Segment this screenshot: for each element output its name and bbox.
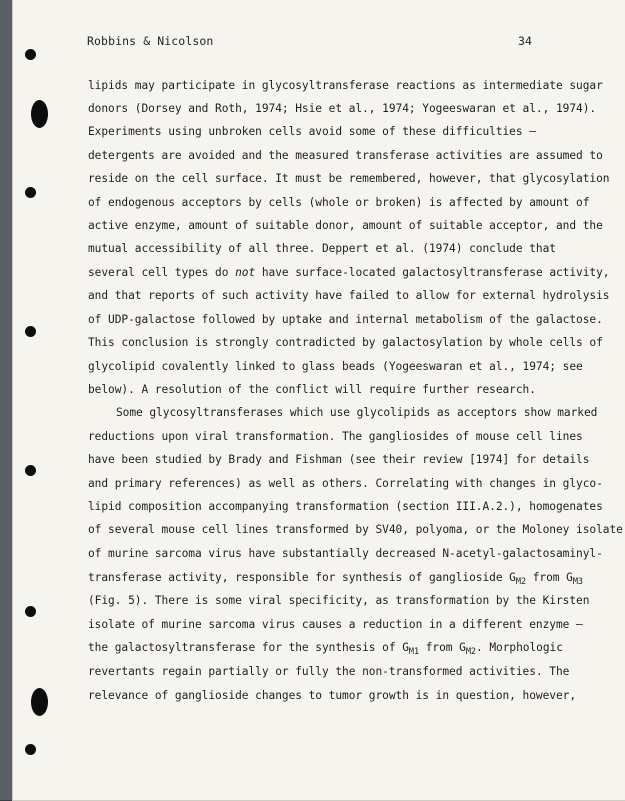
text-segment: transferase activity, responsible for synthesis of ganglioside G	[88, 571, 516, 584]
text-line: revertants regain partially or fully the non-transformed activities. The	[88, 665, 570, 678]
binder-hole-large	[31, 688, 48, 716]
page-header	[87, 34, 532, 48]
binder-hole-large	[31, 100, 48, 128]
text-line: and primary references) as well as others. Correlating with changes in glyco-	[88, 477, 603, 490]
text-line: relevance of ganglioside changes to tumor growth is in question, however,	[88, 689, 577, 702]
text-line: of murine sarcoma virus have substantially decreased N-acetyl-galactosaminyl-	[88, 547, 603, 560]
binder-hole	[25, 49, 36, 60]
text-line: of UDP-galactose followed by uptake and internal metabolism of the galactose.	[88, 313, 603, 326]
text-line: lipid composition accompanying transformation (section III.A.2.), homogenates	[88, 500, 603, 513]
subscript: M2	[465, 647, 476, 657]
page-number: 34	[517, 34, 532, 48]
text-line: glycolipid covalently linked to glass beads (Yogeeswaran et al., 1974; see	[88, 360, 583, 373]
text-line: Experiments using unbroken cells avoid some of these difficulties —	[88, 125, 536, 138]
text-segment: from G	[526, 571, 573, 584]
text-line: This conclusion is strongly contradicted by galactosylation by whole cells of	[88, 336, 603, 349]
text-line: of several mouse cell lines transformed by SV40, polyoma, or the Moloney isolate	[88, 523, 623, 536]
emphasis-not: not	[235, 266, 256, 279]
text-line: of endogenous acceptors by cells (whole or broken) is affected by amount of	[88, 196, 590, 209]
text-line: isolate of murine sarcoma virus causes a reduction in a different enzyme —	[88, 618, 583, 631]
text-line: mutual accessibility of all three. Deppert et al. (1974) conclude that	[88, 242, 556, 255]
text-line	[88, 571, 583, 585]
text-line: below). A resolution of the conflict will require further research.	[88, 383, 536, 396]
scanner-edge	[0, 0, 12, 800]
text-line	[88, 266, 610, 280]
subscript: M3	[572, 577, 583, 587]
text-segment: . Morphologic	[476, 641, 563, 654]
subscript: M1	[408, 647, 420, 657]
text-line: (Fig. 5). There is some viral specificity, as transformation by the Kirsten	[88, 594, 590, 607]
text-segment: the galactosyltransferase for the synthesis of G	[88, 641, 409, 654]
text-line: active enzyme, amount of suitable donor, amount of suitable acceptor, and the	[88, 219, 603, 232]
binder-hole	[25, 744, 36, 755]
text-line: reside on the cell surface. It must be remembered, however, that glycosylation	[88, 172, 610, 185]
paragraph-first-line: Some glycosyltransferases which use glycolipids as acceptors show marked	[116, 406, 598, 419]
text-line: detergents are avoided and the measured transferase activities are assumed to	[88, 149, 603, 162]
text-line	[88, 641, 563, 655]
binder-hole	[25, 606, 36, 617]
binder-hole	[25, 187, 36, 198]
text-segment: several cell types do	[88, 266, 236, 279]
binder-hole	[25, 465, 36, 476]
text-line: donors (Dorsey and Roth, 1974; Hsie et al., 1974; Yogeeswaran et al., 1974).	[88, 102, 597, 115]
text-line: lipids may participate in glycosyltransferase reactions as intermediate sugar	[88, 79, 603, 92]
text-line: have been studied by Brady and Fishman (see their review [1974] for details	[88, 453, 590, 466]
document-page	[12, 0, 625, 801]
subscript: M2	[515, 577, 527, 587]
text-line: reductions upon viral transformation. The gangliosides of mouse cell lines	[88, 430, 583, 443]
binder-hole	[25, 326, 36, 337]
text-segment: have surface-located galactosyltransferase activity,	[255, 266, 610, 279]
text-segment: from G	[419, 641, 466, 654]
running-head-authors: Robbins & Nicolson	[87, 34, 214, 48]
text-line: and that reports of such activity have failed to allow for external hydrolysis	[88, 289, 610, 302]
